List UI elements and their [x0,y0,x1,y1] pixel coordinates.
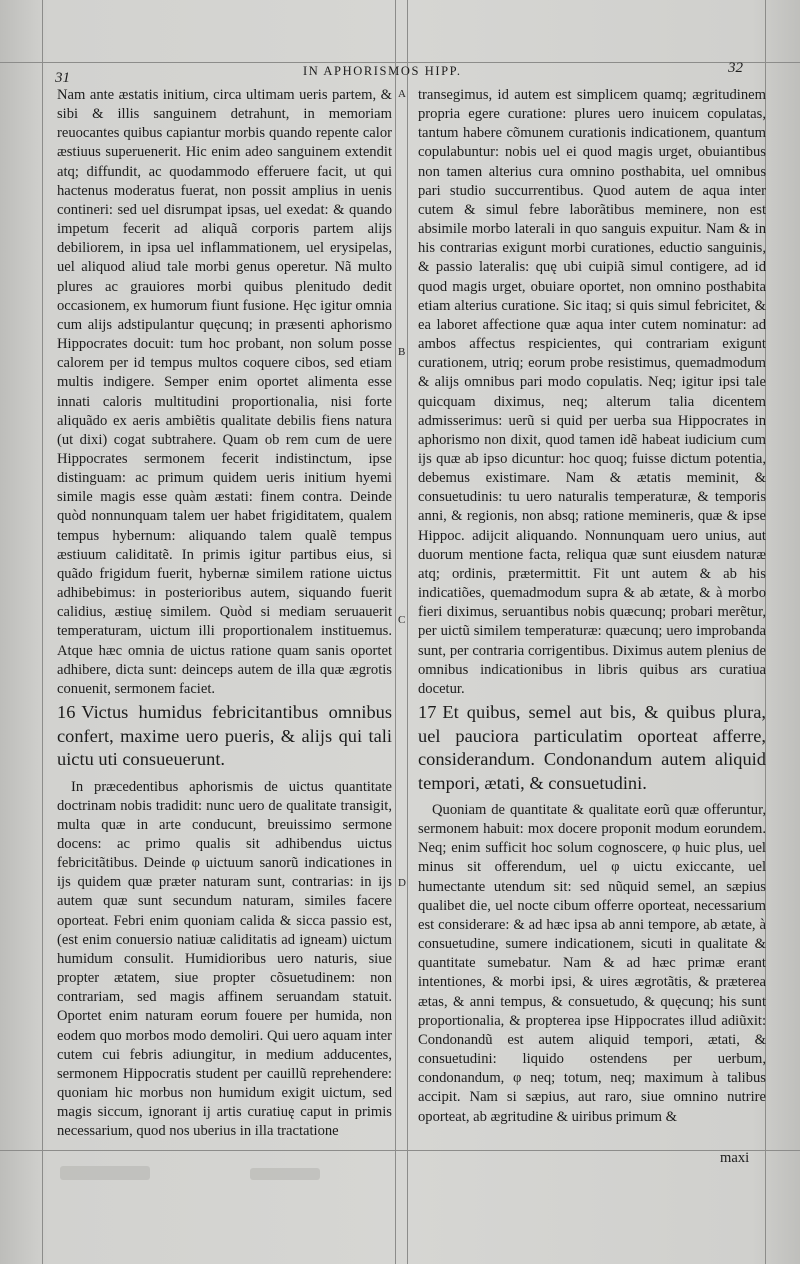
running-title: IN APHORISMOS HIPP. [303,64,462,78]
bleed-through-mark [60,1166,150,1180]
commentary-paragraph: Nam ante æstatis initium, circa ultimam ueris partem, & sibi & illis sanguinem detrahunt, in memoriam reuocantes quibus capiantur morbis quando repente calor æstiuus superuenerit. Hic enim adeo sanguinem extendit atq; diffundit, ac quodammodo efferuere facit, ut qui hactenus moderatus fuerat, non possit amplius in uenis contineri: sed uel disrumpat ipsas, uel exedat: & quando impetum fecerit ad aliquã corporis partem alijs debiliorem, in ipsa uel inflammationem, uel erysipelas, uel aliquod aliud tale morbi genus operetur. Nã multo plures ac grauiores morbi quibus plenitudo dedit occasionem, ex humorum fiunt fusione. Hęc igitur omnia cum alijs adstipulantur quęcunq; in præsenti aphorismo Hippocrates docuit: tum hoc probant, non solum posse calorem per id tempus multos coquere cibos, sed etiam multis indigere. Semper enim oportet alimenta esse innati caloris multitudini proportionalia, nisi forte aliquãdo ex aeris ambiẽtis qualitate debilis fiens natura (ut dixi) cogat subtrahere. Quam ob rem cum de uere Hippocrates sermonem fecerit indistinctum, ipse distinguam: ac primum quidem ueris initium hyemi simile magis esse quàm æstati: finem contra. Deinde quòd nonnunquam talem uer habet frigiditatem, qualem tempus hybernum: aliquando talem qualẽ tempus æstiuum caliditatẽ. In primis igitur partibus eius, si quãdo frigidum fuerit, hybernæ similem ratione uictus adhibebimus: in posterioribus autem, siquando fuerit calidius, æstiuę similem. Quòd si mediam seruauerit temperaturam, uictum illi proportionalem instituemus. Atque hæc omnia de uictus ratione quam sanis oportet adhibere, dicta sunt: deinceps autem de illa quæ ægrotis conuenit, sermonem faciet. [57,87,392,697]
page-number-left: 31 [55,70,70,86]
catchword: maxi [720,1150,750,1166]
commentary-paragraph: Quoniam de quantitate & qualitate eorũ quæ offeruntur, sermonem habuit: mox docere proponit modum eorundem. Neq; enim sufficit hoc solum cognoscere, φ huic plus, uel minus sit offerendum, uel φ uictu exiccante, uel humectante utendum sit: sed nũquid semel, an sæpius qualibet die, uel nocte cibum offerre oporteat, necessarium est considerare: & ad hæc ipsa ab anni tempore, ab ætate, à consuetudine, sumere indicationem, sicuti in qualitate & quantitate sumebatur. Nam & ad hæc primæ erant intentiones, & morbi ipsi, & uires ægrotãtis, & præterea ætas, & anni tempus, & consuetudo, & quęcunq; his sunt proportionalia, & propterea ipse Hippocrates illud adiũxit: Condonandũ est autem aliquid tempori, ætati, & consuetudini: liquido ostendens per uerbum, condonandum, φ neq; totum, neq; maximum à talibus accipit. Nam si sæpius, aut raro, siue omnino nutrire oporteat, ab ægritudine & uiribus primum & [418,802,766,1125]
guide-line-left [42,0,43,1264]
margin-letter-a: A [398,88,406,100]
commentary-paragraph: In præcedentibus aphorismis de uictus quantitate doctrinam nobis tradidit: nunc uero de qualitate transigit, multa quæ in arte conducunt, breuissimo sermone docens: ac primo qualis sit adhibendus uictus febricitãtibus. Deinde φ uictuum sanorũ indicationes in ijs quidem quæ præter naturam sunt, contrarias: in ijs autem quæ sunt secundum naturam, similes facere oporteat. Febri enim quoniam calida & sicca passio est, (est enim conuersio natiuæ caliditatis ad igneam) uictum humidum consulit. Humidioribus uero naturis, siue propter ætatem, siue propter cõsuetudinem: non contrariam, sed magis affinem seruandam statuit. Oportet enim naturam eorum fouere per humida, non eodem quo morbos modo demoliri. Qui uero aquam inter cutem cui febris adiungitur, in medium adducentes, sermonem Hippocratis student per cauillũ reprehendere: quoniam hic morbus non humidum exigit uictum, sed magis siccum, ignorant ij artis curatiuę caput in primis necessarium, quod nos uberius in illa tractatione [57,778,392,1140]
commentary-paragraph: transegimus, id autem est simplicem quamq; ægritudinem propria egere curatione: plures uero inuicem copulatas, tantum habere cõmunem curationis indicationem, quantum copulabuntur: nobis uel ei quod magis urget, obuiantibus non tamen alterius cura omnino posthabita, uel omnibus pari studio succurrentibus. Quod autem de aqua inter cutem & simul febre laborãtibus meminere, non est absimile morbo laterali in quo sanguis expuitur. Nam & in his contrarias exigunt morbi curationes, eductio sanguinis, & passio lateralis: quę ubi cuipiã simul contigere, ad id quod magis urget, obuiare oportet, non omnino posthabita etiam alterius curatione. Sic itaq; si quis simul febricitet, & ea laboret affectione quæ aqua inter cutem nominatur: ad ambos affectus respicientes, qui contrariam exigunt curationem, utriq; eorum probe resistimus, quemadmodum & alijs omnibus pari modo copulatis. Neq; igitur ipsi tale quicquam diximus, neq; alterum talia dicentem admisserimus: uerũ si quid per uerba sua Hippocrates in aphorismo non dixit, quod tamen idẽ habeat iudicium cum ijs quæ ab ipso dicuntur: hoc quoq; fuisse dictum potentia, debemus existimare. Nam & ætatis meminit, & consuetudinis: tu uero naturalis temperaturæ, & temporis anni, & regionis, non absq; ratione memineris, quæ & ipse Hippoc. adijcit aliquando. Nonnunquam uero unius, aut duorum mentione facta, reliqua quæ sunt eiusdem naturæ atq; ordinis, prætermittit. Fit unt autem & ab his indicatiões, quemadmodum supra & ab ætate, & à morbo fieri diximus, seruantibus nobis quæcunq; probari merẽtur, per uictũ similem temperaturæ: quæcunq; uero improbanda sunt, per contraria corrigentibus. Diximus autem plenius de omnibus indicationibus in libris quibus ars curatiua docetur. [418,87,766,697]
page-number-right: 32 [728,60,743,76]
guide-line-center-left [395,0,396,1264]
aphorism-text: Et quibus, semel aut bis, & quibus plura, uel pauciora particulatim oporteat afferre, considerandum. Condonandum autem aliquid tempori, ætati, & consuetudini. [418,702,766,793]
aphorism-16 [57,701,392,772]
left-text-column [57,86,392,1141]
guide-line-center-right [407,0,408,1264]
bleed-through-mark [250,1168,320,1180]
right-text-column [418,86,766,1127]
margin-letter-d: D [398,877,406,889]
guide-line-bottom [0,1150,800,1151]
running-header [0,58,800,86]
aphorism-number: 17 [418,702,437,722]
margin-letter-c: C [398,614,406,626]
aphorism-number: 16 [57,702,76,722]
margin-letter-b: B [398,346,406,358]
aphorism-17 [418,701,766,795]
aphorism-text: Victus humidus febricitantibus omnibus confert, maxime uero pueris, & alijs qui tali uictu uti consueuerunt. [57,702,392,769]
